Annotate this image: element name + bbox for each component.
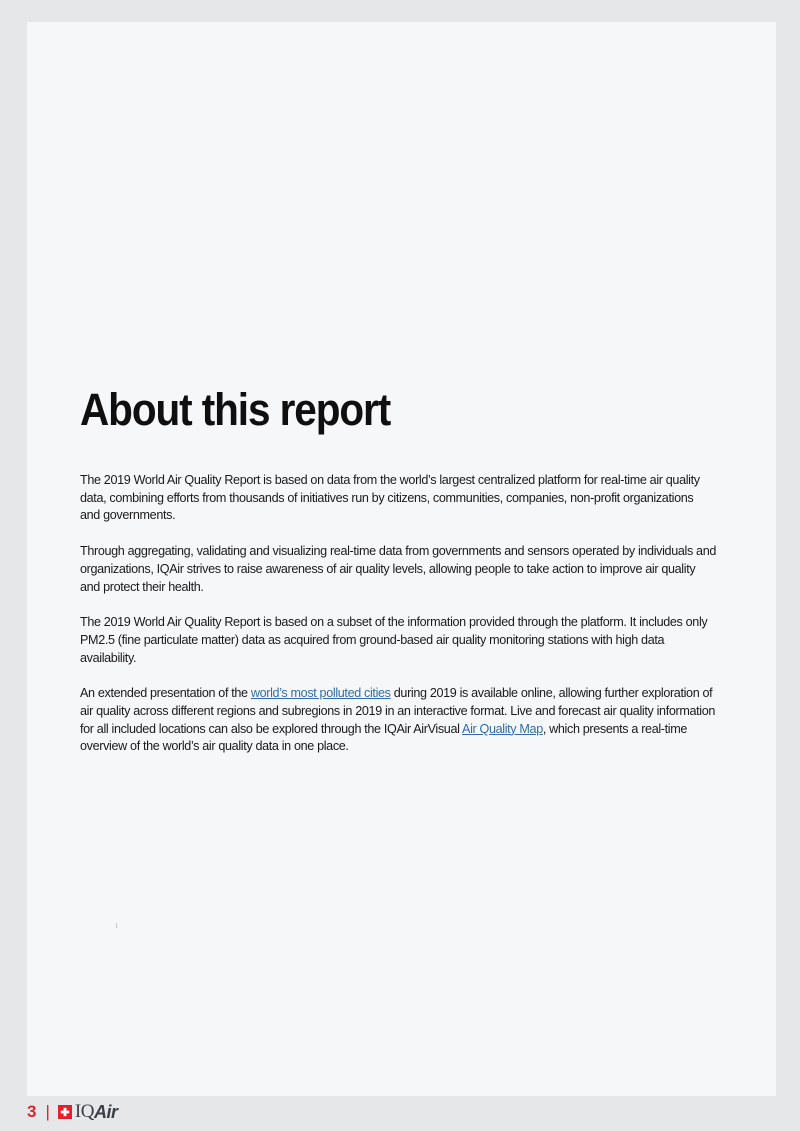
- report-body: [80, 472, 716, 774]
- paragraph-2: Through aggregating, validating and visualizing real-time data from governments and sensors operated by individuals and organizations, IQAir strives to raise awareness of air quality levels, allowing people to take action to improve air quality and protect their health.: [80, 544, 717, 594]
- page-footer: [27, 1101, 117, 1123]
- logo-text: IQ: [74, 1101, 94, 1122]
- paragraph-1: The 2019 World Air Quality Report is based on data from the world’s largest centralized platform for real-time air quality data, combining efforts from thousands of initiatives run by citizens, communities, companies, non-profit organizations and governments.: [80, 473, 700, 523]
- paragraph-4: [80, 685, 716, 756]
- swiss-flag-icon: [58, 1105, 72, 1119]
- iqair-logo: [58, 1101, 118, 1123]
- paragraph-3: The 2019 World Air Quality Report is based on a subset of the information provided through the platform. It includes only PM2.5 (fine particulate matter) data as acquired from ground-based air quality monitoring stations with high data availability.: [80, 615, 708, 665]
- footer-divider: |: [45, 1102, 50, 1121]
- page-title: About this report: [80, 384, 391, 435]
- paragraph-4-text-a: An extended presentation of the: [80, 686, 251, 701]
- document-page: [27, 22, 776, 1096]
- paragraph-4-text-b: during 2019 is available online, allowing further exploration of air quality across different regions and subregions in 2019 in an interactive format. Live and forecast air quality information for all included locations can also be explored through the IQAir AirVisual: [80, 686, 716, 736]
- page-number: 3: [27, 1102, 37, 1121]
- most-polluted-cities-link[interactable]: world’s most polluted cities: [250, 686, 391, 701]
- air-quality-map-link[interactable]: Air Quality Map: [462, 721, 543, 736]
- paragraph-4-text-c: , which presents a real-time overview of the world’s air quality data in one place.: [80, 721, 688, 754]
- decorative-mark: [116, 923, 117, 928]
- logo-text-italic: Air: [93, 1102, 118, 1122]
